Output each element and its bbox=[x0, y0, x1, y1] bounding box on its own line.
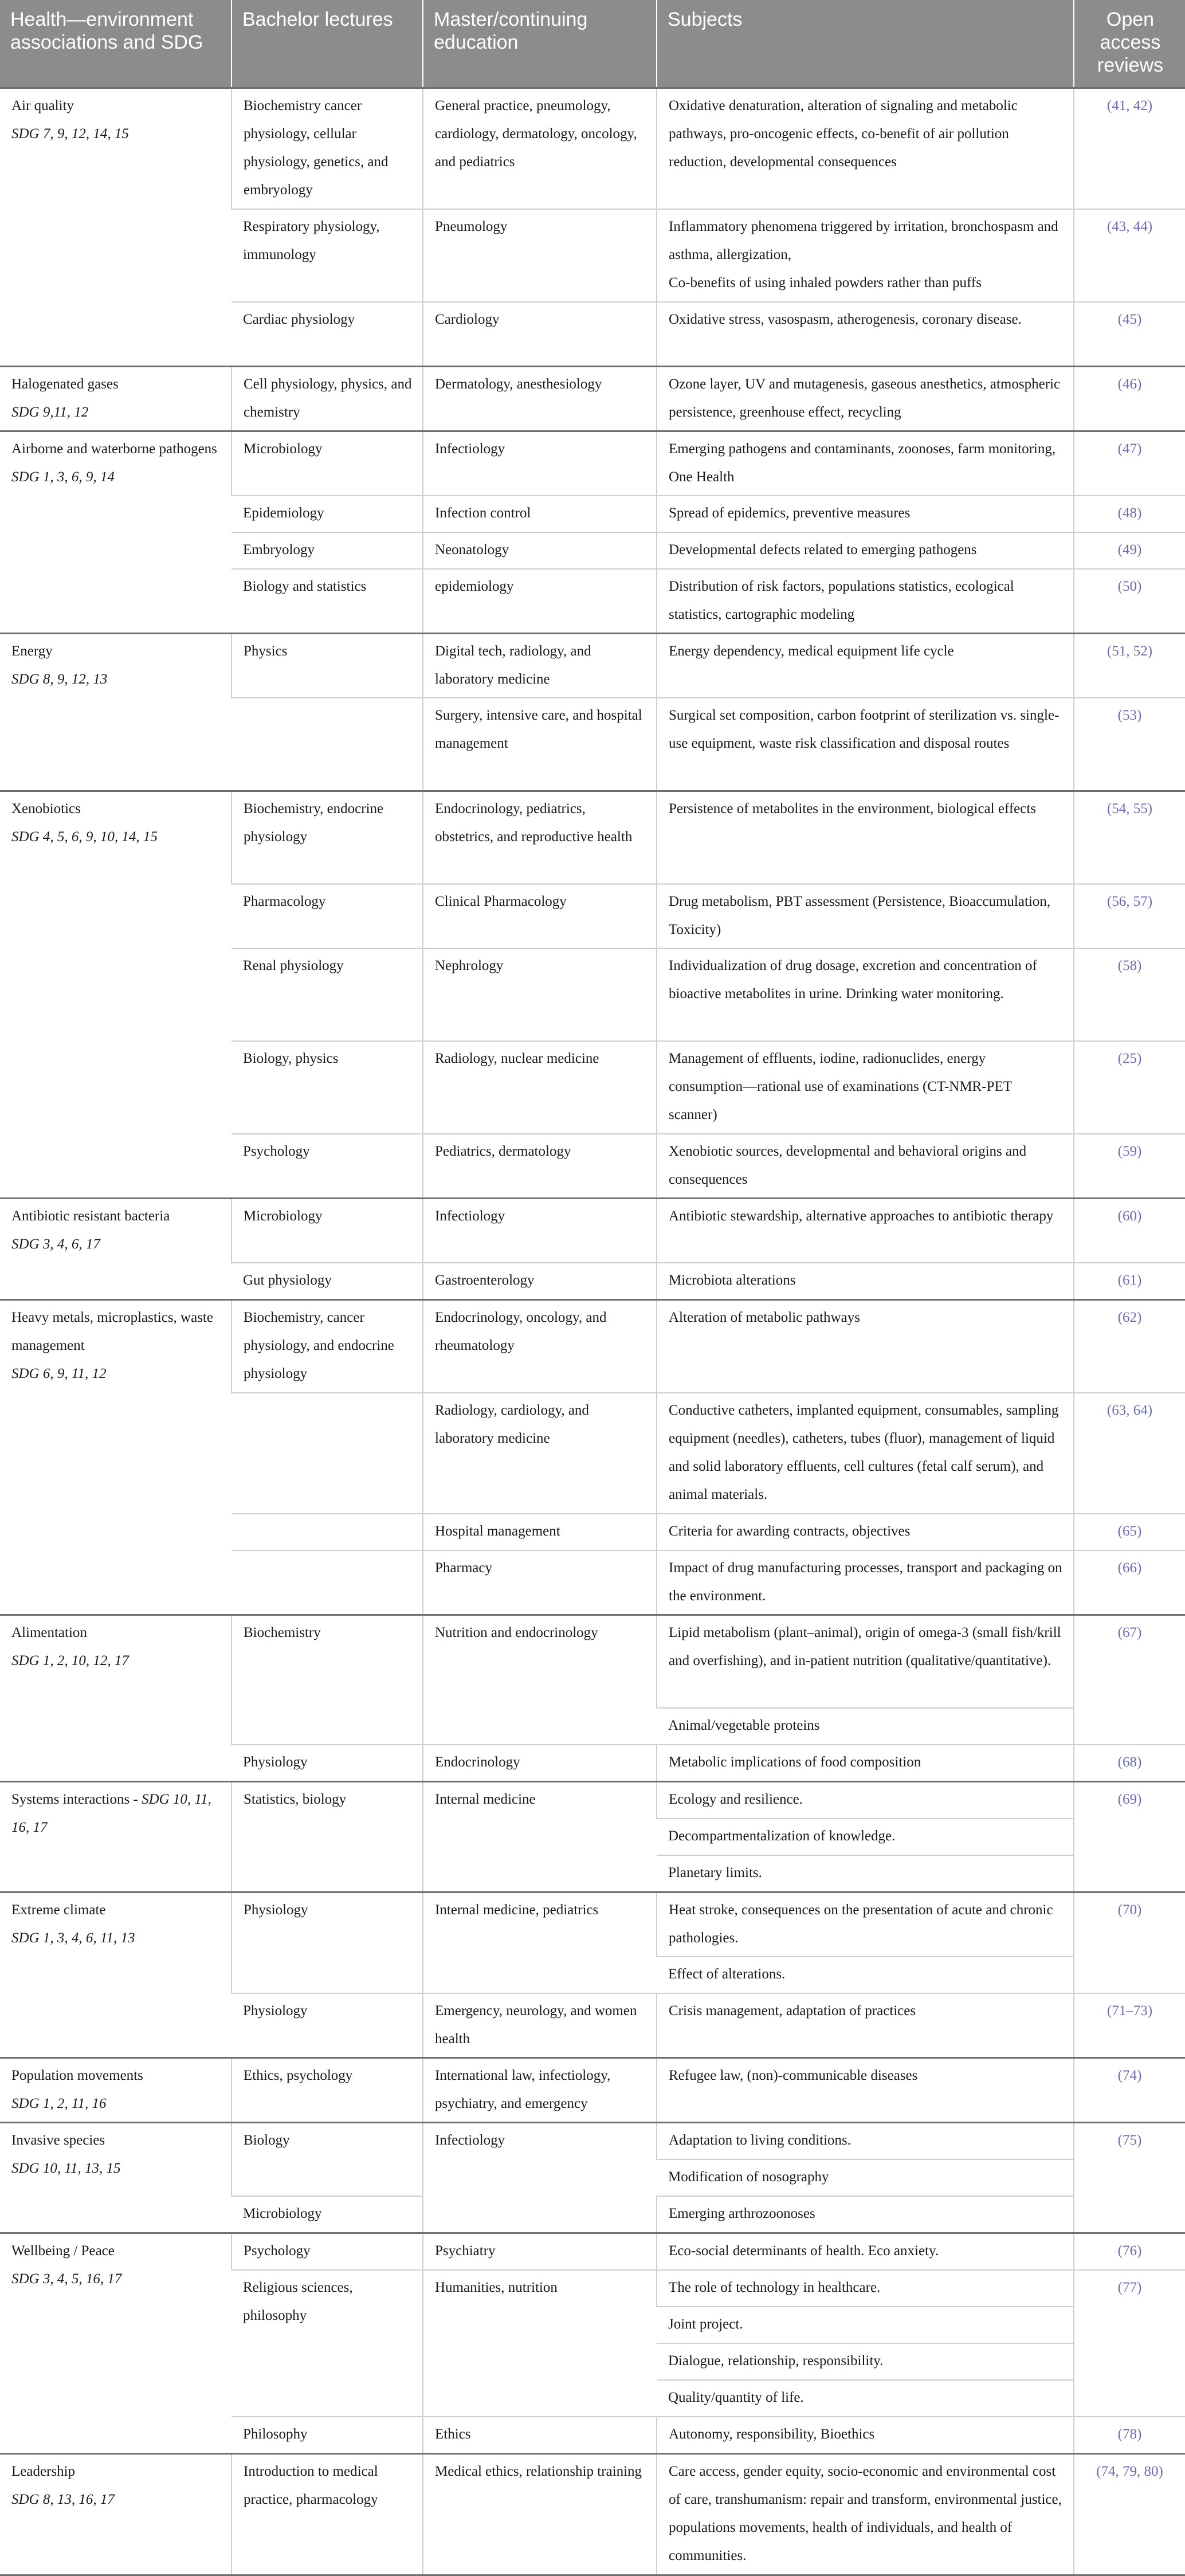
subjects-cell: Decompartmentalization of knowledge. bbox=[657, 1819, 1074, 1855]
bachelor-cell: Microbiology bbox=[231, 431, 423, 496]
bachelor-cell: Physiology bbox=[231, 1745, 423, 1782]
subjects-cell: Emerging pathogens and contaminants, zoonoses, farm monitoring, One Health bbox=[657, 431, 1074, 496]
association-title: Population movements bbox=[11, 2068, 143, 2083]
subject-line: Inflammatory phenomena triggered by irritation, bronchospasm and asthma, allergization, bbox=[669, 219, 1058, 262]
master-cell: Nephrology bbox=[423, 948, 657, 1041]
sdg-label: SDG 1, 3, 4, 6, 11, 13 bbox=[11, 1930, 135, 1946]
sdg-label: SDG 1, 2, 11, 16 bbox=[11, 2096, 107, 2111]
reference-link[interactable]: (51, 52) bbox=[1074, 634, 1185, 698]
master-cell: Endocrinology bbox=[423, 1745, 657, 1782]
subjects-cell: Metabolic implications of food composition bbox=[657, 1745, 1074, 1782]
association-cell bbox=[0, 2058, 231, 2123]
bachelor-cell: Renal physiology bbox=[231, 948, 423, 1041]
subjects-cell: The role of technology in healthcare. bbox=[657, 2270, 1074, 2307]
association-title: Systems interactions - bbox=[11, 1792, 142, 1807]
subjects-cell: Oxidative denaturation, alteration of signaling and metabolic pathways, pro-oncogenic effects, co-benefit of air pollution reduction, developmental consequences bbox=[657, 88, 1074, 210]
reference-link[interactable]: (58) bbox=[1074, 948, 1185, 1041]
table-row bbox=[0, 634, 1185, 698]
association-title: Airborne and waterborne pathogens bbox=[11, 441, 217, 457]
master-cell: Endocrinology, oncology, and rheumatology bbox=[423, 1300, 657, 1393]
bachelor-cell: Physiology bbox=[231, 1993, 423, 2058]
master-cell: Humanities, nutrition bbox=[423, 2270, 657, 2417]
header-associations: Health—environment associations and SDG bbox=[0, 0, 231, 88]
sdg-label: SDG 8, 13, 16, 17 bbox=[11, 2492, 115, 2507]
header-bachelor: Bachelor lectures bbox=[231, 0, 423, 88]
table-row bbox=[0, 1782, 1185, 1819]
association-title: Extreme climate bbox=[11, 1902, 106, 1918]
association-title: Energy bbox=[11, 643, 53, 659]
subjects-cell: Distribution of risk factors, populations statistics, ecological statistics, cartographic modeling bbox=[657, 569, 1074, 634]
reference-link[interactable]: (68) bbox=[1074, 1745, 1185, 1782]
master-cell: Radiology, nuclear medicine bbox=[423, 1041, 657, 1134]
association-title: Air quality bbox=[11, 98, 74, 113]
reference-link[interactable]: (53) bbox=[1074, 698, 1185, 791]
association-title: Heavy metals, microplastics, waste management bbox=[11, 1310, 213, 1353]
association-title: Antibiotic resistant bacteria bbox=[11, 1208, 170, 1224]
reference-link[interactable]: (78) bbox=[1074, 2417, 1185, 2454]
subjects-cell: Energy dependency, medical equipment life cycle bbox=[657, 634, 1074, 698]
bachelor-cell bbox=[231, 1514, 423, 1550]
reference-link[interactable]: (71–73) bbox=[1074, 1993, 1185, 2058]
reference-link[interactable]: (70) bbox=[1074, 1892, 1185, 1994]
sdg-label: SDG 1, 3, 6, 9, 14 bbox=[11, 469, 115, 485]
subjects-cell: Impact of drug manufacturing processes, transport and packaging on the environment. bbox=[657, 1550, 1074, 1615]
association-title: Invasive species bbox=[11, 2133, 105, 2148]
association-cell bbox=[0, 1300, 231, 1615]
subjects-cell: Persistence of metabolites in the environment, biological effects bbox=[657, 791, 1074, 885]
reference-link[interactable]: (47) bbox=[1074, 431, 1185, 496]
sdg-label: SDG 1, 2, 10, 12, 17 bbox=[11, 1653, 129, 1668]
master-cell: Radiology, cardiology, and laboratory medicine bbox=[423, 1393, 657, 1514]
subjects-cell: Crisis management, adaptation of practices bbox=[657, 1993, 1074, 2058]
reference-link[interactable]: (77) bbox=[1074, 2270, 1185, 2417]
master-cell: Internal medicine, pediatrics bbox=[423, 1892, 657, 1994]
subjects-cell: Autonomy, responsibility, Bioethics bbox=[657, 2417, 1074, 2454]
master-cell: Neonatology bbox=[423, 532, 657, 569]
reference-link[interactable]: (54, 55) bbox=[1074, 791, 1185, 885]
bachelor-cell: Statistics, biology bbox=[231, 1782, 423, 1892]
reference-link[interactable]: (41, 42) bbox=[1074, 88, 1185, 210]
subjects-cell: Management of effluents, iodine, radionuclides, energy consumption—rational use of examinations (CT-NMR-PET scanner) bbox=[657, 1041, 1074, 1134]
master-cell: Surgery, intensive care, and hospital management bbox=[423, 698, 657, 791]
table-row bbox=[0, 1615, 1185, 1709]
reference-link[interactable]: (60) bbox=[1074, 1199, 1185, 1263]
subjects-cell: Adaptation to living conditions. bbox=[657, 2123, 1074, 2160]
master-cell: Infectiology bbox=[423, 431, 657, 496]
subjects-cell: Lipid metabolism (plant–animal), origin of omega-3 (small fish/krill and overfishing), and in-patient nutrition (qualitative/quantitative). bbox=[657, 1615, 1074, 1709]
subjects-cell: Conductive catheters, implanted equipment, consumables, sampling equipment (needles), catheters, tubes (fluor), management of liquid and solid laboratory effluents, cell cultures (fetal calf serum), and animal materials. bbox=[657, 1393, 1074, 1514]
subjects-cell bbox=[657, 209, 1074, 302]
subjects-cell: Eco-social determinants of health. Eco anxiety. bbox=[657, 2233, 1074, 2271]
reference-link[interactable]: (63, 64) bbox=[1074, 1393, 1185, 1514]
reference-link[interactable]: (59) bbox=[1074, 1134, 1185, 1199]
reference-link[interactable]: (76) bbox=[1074, 2233, 1185, 2271]
association-cell bbox=[0, 1892, 231, 2058]
subjects-cell: Dialogue, relationship, responsibility. bbox=[657, 2343, 1074, 2380]
reference-link[interactable]: (25) bbox=[1074, 1041, 1185, 1134]
subject-line: Co-benefits of using inhaled powders rather than puffs bbox=[669, 275, 982, 290]
subjects-cell: Individualization of drug dosage, excretion and concentration of bioactive metabolites in urine. Drinking water monitoring. bbox=[657, 948, 1074, 1041]
bachelor-cell: Psychology bbox=[231, 1134, 423, 1199]
association-cell bbox=[0, 1782, 231, 1892]
master-cell: Internal medicine bbox=[423, 1782, 657, 1892]
association-title: Halogenated gases bbox=[11, 376, 119, 392]
subjects-cell: Xenobiotic sources, developmental and behavioral origins and consequences bbox=[657, 1134, 1074, 1199]
table-header bbox=[0, 0, 1185, 88]
association-cell bbox=[0, 634, 231, 791]
reference-link[interactable]: (65) bbox=[1074, 1514, 1185, 1550]
subjects-cell: Surgical set composition, carbon footprint of sterilization vs. single-use equipment, waste risk classification and disposal routes bbox=[657, 698, 1074, 791]
reference-link[interactable]: (43, 44) bbox=[1074, 209, 1185, 302]
master-cell: Infectiology bbox=[423, 1199, 657, 1263]
sdg-label: SDG 4, 5, 6, 9, 10, 14, 15 bbox=[11, 829, 158, 845]
bachelor-cell: Biology bbox=[231, 2123, 423, 2197]
subjects-cell: Planetary limits. bbox=[657, 1855, 1074, 1892]
bachelor-cell bbox=[231, 1550, 423, 1615]
association-cell bbox=[0, 2123, 231, 2233]
association-title: Leadership bbox=[11, 2464, 76, 2479]
sdg-label: SDG 8, 9, 12, 13 bbox=[11, 672, 108, 687]
master-cell: Pneumology bbox=[423, 209, 657, 302]
reference-link[interactable]: (46) bbox=[1074, 367, 1185, 431]
table-row bbox=[0, 2123, 1185, 2160]
reference-link[interactable]: (67) bbox=[1074, 1615, 1185, 1745]
master-cell: Gastroenterology bbox=[423, 1263, 657, 1300]
bachelor-cell: Religious sciences, philosophy bbox=[231, 2270, 423, 2417]
master-cell: Clinical Pharmacology bbox=[423, 884, 657, 948]
subjects-cell: Joint project. bbox=[657, 2307, 1074, 2343]
subjects-cell: Spread of epidemics, preventive measures bbox=[657, 496, 1074, 532]
subjects-cell: Emerging arthrozoonoses bbox=[657, 2196, 1074, 2233]
bachelor-cell: Respiratory physiology, immunology bbox=[231, 209, 423, 302]
sdg-label: SDG 10, 11, 13, 15 bbox=[11, 2161, 121, 2176]
bachelor-cell: Ethics, psychology bbox=[231, 2058, 423, 2123]
subjects-cell: Refugee law, (non)-communicable diseases bbox=[657, 2058, 1074, 2123]
bachelor-cell: Embryology bbox=[231, 532, 423, 569]
reference-link[interactable]: (45) bbox=[1074, 302, 1185, 367]
sdg-label: SDG 3, 4, 6, 17 bbox=[11, 1236, 100, 1252]
reference-link[interactable]: (75) bbox=[1074, 2123, 1185, 2233]
bachelor-cell: Gut physiology bbox=[231, 1263, 423, 1300]
bachelor-cell: Biology and statistics bbox=[231, 569, 423, 634]
master-cell: Infection control bbox=[423, 496, 657, 532]
bachelor-cell: Pharmacology bbox=[231, 884, 423, 948]
association-cell bbox=[0, 791, 231, 1199]
master-cell: International law, infectiology, psychiatry, and emergency bbox=[423, 2058, 657, 2123]
reference-link[interactable]: (62) bbox=[1074, 1300, 1185, 1393]
subjects-cell: Microbiota alterations bbox=[657, 1263, 1074, 1300]
subjects-cell: Antibiotic stewardship, alternative approaches to antibiotic therapy bbox=[657, 1199, 1074, 1263]
sdg-label: SDG 7, 9, 12, 14, 15 bbox=[11, 126, 129, 142]
subjects-cell: Care access, gender equity, socio-economic and environmental cost of care, transhumanism: repair and transform, environmental justice, populations movements, health of individuals, and health of communities. bbox=[657, 2454, 1074, 2575]
association-cell bbox=[0, 88, 231, 367]
association-cell bbox=[0, 431, 231, 634]
master-cell: epidemiology bbox=[423, 569, 657, 634]
reference-link[interactable]: (74) bbox=[1074, 2058, 1185, 2123]
table-row bbox=[0, 1199, 1185, 1263]
bachelor-cell bbox=[231, 698, 423, 791]
reference-link[interactable]: (74, 79, 80) bbox=[1074, 2454, 1185, 2575]
master-cell: Endocrinology, pediatrics, obstetrics, and reproductive health bbox=[423, 791, 657, 885]
master-cell: Pediatrics, dermatology bbox=[423, 1134, 657, 1199]
subjects-cell: Ozone layer, UV and mutagenesis, gaseous anesthetics, atmospheric persistence, greenhouse effect, recycling bbox=[657, 367, 1074, 431]
sdg-label: SDG 10, 11, 16, 17 bbox=[11, 1792, 211, 1835]
master-cell: Psychiatry bbox=[423, 2233, 657, 2271]
bachelor-cell: Physics bbox=[231, 634, 423, 698]
master-cell: Digital tech, radiology, and laboratory medicine bbox=[423, 634, 657, 698]
table-row bbox=[0, 1300, 1185, 1393]
master-cell: Emergency, neurology, and women health bbox=[423, 1993, 657, 2058]
master-cell: Infectiology bbox=[423, 2123, 657, 2233]
bachelor-cell: Biology, physics bbox=[231, 1041, 423, 1134]
table-row bbox=[0, 791, 1185, 885]
reference-link[interactable]: (48) bbox=[1074, 496, 1185, 532]
master-cell: Ethics bbox=[423, 2417, 657, 2454]
bachelor-cell: Introduction to medical practice, pharmacology bbox=[231, 2454, 423, 2575]
association-cell bbox=[0, 1199, 231, 1300]
reference-link[interactable]: (69) bbox=[1074, 1782, 1185, 1892]
table-row bbox=[0, 367, 1185, 431]
master-cell: Medical ethics, relationship training bbox=[423, 2454, 657, 2575]
table-row bbox=[0, 431, 1185, 496]
subjects-cell: Oxidative stress, vasospasm, atherogenesis, coronary disease. bbox=[657, 302, 1074, 367]
reference-link[interactable]: (56, 57) bbox=[1074, 884, 1185, 948]
table-row bbox=[0, 1892, 1185, 1957]
header-subjects: Subjects bbox=[657, 0, 1074, 88]
bachelor-cell: Biochemistry, cancer physiology, and endocrine physiology bbox=[231, 1300, 423, 1393]
subjects-cell: Effect of alterations. bbox=[657, 1957, 1074, 1993]
association-cell bbox=[0, 367, 231, 431]
bachelor-cell: Microbiology bbox=[231, 1199, 423, 1263]
master-cell: General practice, pneumology, cardiology, dermatology, oncology, and pediatrics bbox=[423, 88, 657, 210]
table-row bbox=[0, 2233, 1185, 2271]
subjects-cell: Criteria for awarding contracts, objectives bbox=[657, 1514, 1074, 1550]
master-cell: Cardiology bbox=[423, 302, 657, 367]
reference-link[interactable]: (66) bbox=[1074, 1550, 1185, 1615]
reference-link[interactable]: (50) bbox=[1074, 569, 1185, 634]
master-cell: Dermatology, anesthesiology bbox=[423, 367, 657, 431]
association-title: Xenobiotics bbox=[11, 801, 81, 816]
bachelor-cell: Biochemistry, endocrine physiology bbox=[231, 791, 423, 885]
subjects-cell: Developmental defects related to emerging pathogens bbox=[657, 532, 1074, 569]
subjects-cell: Drug metabolism, PBT assessment (Persistence, Bioaccumulation, Toxicity) bbox=[657, 884, 1074, 948]
subjects-cell: Alteration of metabolic pathways bbox=[657, 1300, 1074, 1393]
association-title: Wellbeing / Peace bbox=[11, 2243, 115, 2259]
association-title: Alimentation bbox=[11, 1625, 87, 1640]
bachelor-cell: Biochemistry bbox=[231, 1615, 423, 1745]
reference-link[interactable]: (61) bbox=[1074, 1263, 1185, 1300]
header-master: Master/continuing education bbox=[423, 0, 657, 88]
bachelor-cell: Physiology bbox=[231, 1892, 423, 1994]
sdg-label: SDG 6, 9, 11, 12 bbox=[11, 1366, 107, 1381]
subjects-cell: Quality/quantity of life. bbox=[657, 2380, 1074, 2417]
table-row bbox=[0, 2058, 1185, 2123]
table-row bbox=[0, 88, 1185, 210]
master-cell: Hospital management bbox=[423, 1514, 657, 1550]
subjects-cell: Ecology and resilience. bbox=[657, 1782, 1074, 1819]
sdg-label: SDG 9,11, 12 bbox=[11, 405, 89, 420]
subjects-cell: Animal/vegetable proteins bbox=[657, 1708, 1074, 1745]
master-cell: Pharmacy bbox=[423, 1550, 657, 1615]
bachelor-cell: Epidemiology bbox=[231, 496, 423, 532]
bachelor-cell: Cardiac physiology bbox=[231, 302, 423, 367]
bachelor-cell bbox=[231, 1393, 423, 1514]
association-cell bbox=[0, 1615, 231, 1782]
association-cell bbox=[0, 2233, 231, 2454]
header-reviews: Open access reviews bbox=[1074, 0, 1185, 88]
bachelor-cell: Psychology bbox=[231, 2233, 423, 2271]
subjects-cell: Modification of nosography bbox=[657, 2159, 1074, 2196]
bachelor-cell: Cell physiology, physics, and chemistry bbox=[231, 367, 423, 431]
master-cell: Nutrition and endocrinology bbox=[423, 1615, 657, 1745]
association-cell bbox=[0, 2454, 231, 2575]
subjects-cell: Heat stroke, consequences on the presentation of acute and chronic pathologies. bbox=[657, 1892, 1074, 1957]
bachelor-cell: Microbiology bbox=[231, 2196, 423, 2233]
table-row bbox=[0, 2454, 1185, 2575]
bachelor-cell: Biochemistry cancer physiology, cellular physiology, genetics, and embryology bbox=[231, 88, 423, 210]
sdg-label: SDG 3, 4, 5, 16, 17 bbox=[11, 2271, 122, 2287]
bachelor-cell: Philosophy bbox=[231, 2417, 423, 2454]
reference-link[interactable]: (49) bbox=[1074, 532, 1185, 569]
